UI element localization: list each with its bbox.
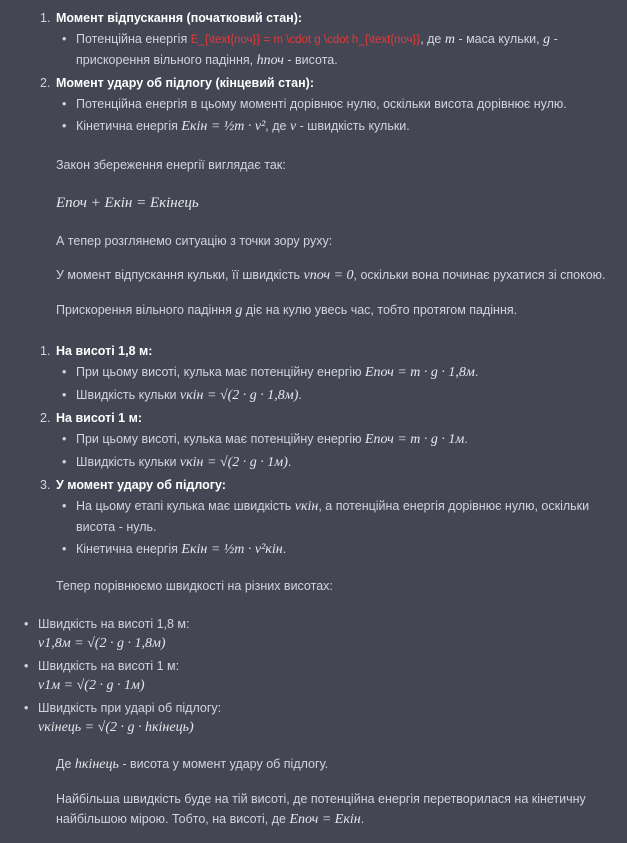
list-item: • Швидкість на висоті 1 м: v1м = √(2 · g · 1м): [20, 656, 613, 696]
list-item: • Швидкість на висоті 1,8 м: v1,8м = √(2 · g · 1,8м): [20, 614, 613, 654]
item-title: На висоті 1 м:: [56, 411, 142, 425]
item-title: Момент відпускання (початковий стан):: [56, 11, 303, 25]
equation-block: Eпоч + Eкін = Eкінець: [56, 195, 199, 211]
paragraph-motion: А тепер розглянемо ситуацію з точки зору руху:: [56, 234, 333, 248]
list-item: • При цьому висоті, кулька має потенційну енергію Eпоч = m · g · 1,8м.: [74, 362, 613, 383]
speed-list: [20, 614, 613, 738]
paragraph-where: Де hкінець - висота у момент удару об підлогу.: [56, 757, 329, 772]
list1-item-2: [40, 73, 613, 137]
math-error: E_{\text{поч}} = m \cdot g \cdot h_{\text{поч}}: [190, 34, 421, 46]
list-item: • Швидкість кульки vкін = √(2 · g · 1,8м).: [74, 385, 613, 406]
math-inline: Eкін = ½m · v²: [181, 119, 266, 134]
paragraph-gravity: Прискорення вільного падіння g діє на кулю увесь час, тобто протягом падіння.: [56, 303, 518, 318]
paragraph-compare: Тепер порівнюємо швидкості на різних висотах:: [56, 579, 333, 593]
paragraph-law: Закон збереження енергії виглядає так:: [56, 158, 286, 172]
list2-item-2: [40, 408, 613, 473]
list2-item-1: [40, 341, 613, 406]
list-item: • Кінетична енергія Eкін = ½m · v²кін.: [74, 539, 613, 560]
math-inline: v1,8м = √(2 · g · 1,8м): [38, 636, 166, 651]
list-item: • Потенційна енергія в цьому моменті дорівнює нулю, оскільки висота дорівнює нулю.: [74, 94, 613, 114]
paragraph-release: У момент відпускання кульки, її швидкість vпоч = 0, оскільки вона починає рухатися зі спокою.: [56, 268, 606, 283]
list-item: • Швидкість кульки vкін = √(2 · g · 1м).: [74, 452, 613, 473]
item-number: 1.: [40, 11, 51, 25]
item-number: 1.: [40, 344, 51, 358]
paragraph-final: Найбільша швидкість буде на тій висоті, де потенційна енергія перетворилася на кінетичну найбільшою мірою. Тобто, на висоті, де Eпоч = Eкін.: [56, 792, 586, 827]
list-item: • Кінетична енергія Eкін = ½m · v², де v - швидкість кульки.: [74, 116, 613, 137]
item-number: 3.: [40, 478, 51, 492]
list-item: • При цьому висоті, кулька має потенційну енергію Eпоч = m · g · 1м.: [74, 429, 613, 450]
item-number: 2.: [40, 411, 51, 425]
item-number: 2.: [40, 76, 51, 90]
list-item: • Потенційна енергія E_{\text{поч}} = m \cdot g \cdot h_{\text{поч}}, де m - маса кульки, g - прискорення вільного падіння, hпоч - висота.: [74, 29, 613, 71]
math-inline: v1м = √(2 · g · 1м): [38, 678, 145, 693]
math-inline: vкінець = √(2 · g · hкінець): [38, 720, 194, 735]
list2-item-3: [40, 475, 613, 560]
item-title: На висоті 1,8 м:: [56, 344, 153, 358]
item-title: У момент удару об підлогу:: [56, 478, 226, 492]
list-item: • На цьому етапі кулька має швидкість vкін, а потенційна енергія дорівнює нулю, оскільки висота - нуль.: [74, 496, 613, 537]
item-title: Момент удару об підлогу (кінцевий стан):: [56, 76, 314, 90]
list1-item-1: [40, 8, 613, 71]
list-item: • Швидкість при ударі об підлогу: vкінець = √(2 · g · hкінець): [20, 698, 613, 738]
